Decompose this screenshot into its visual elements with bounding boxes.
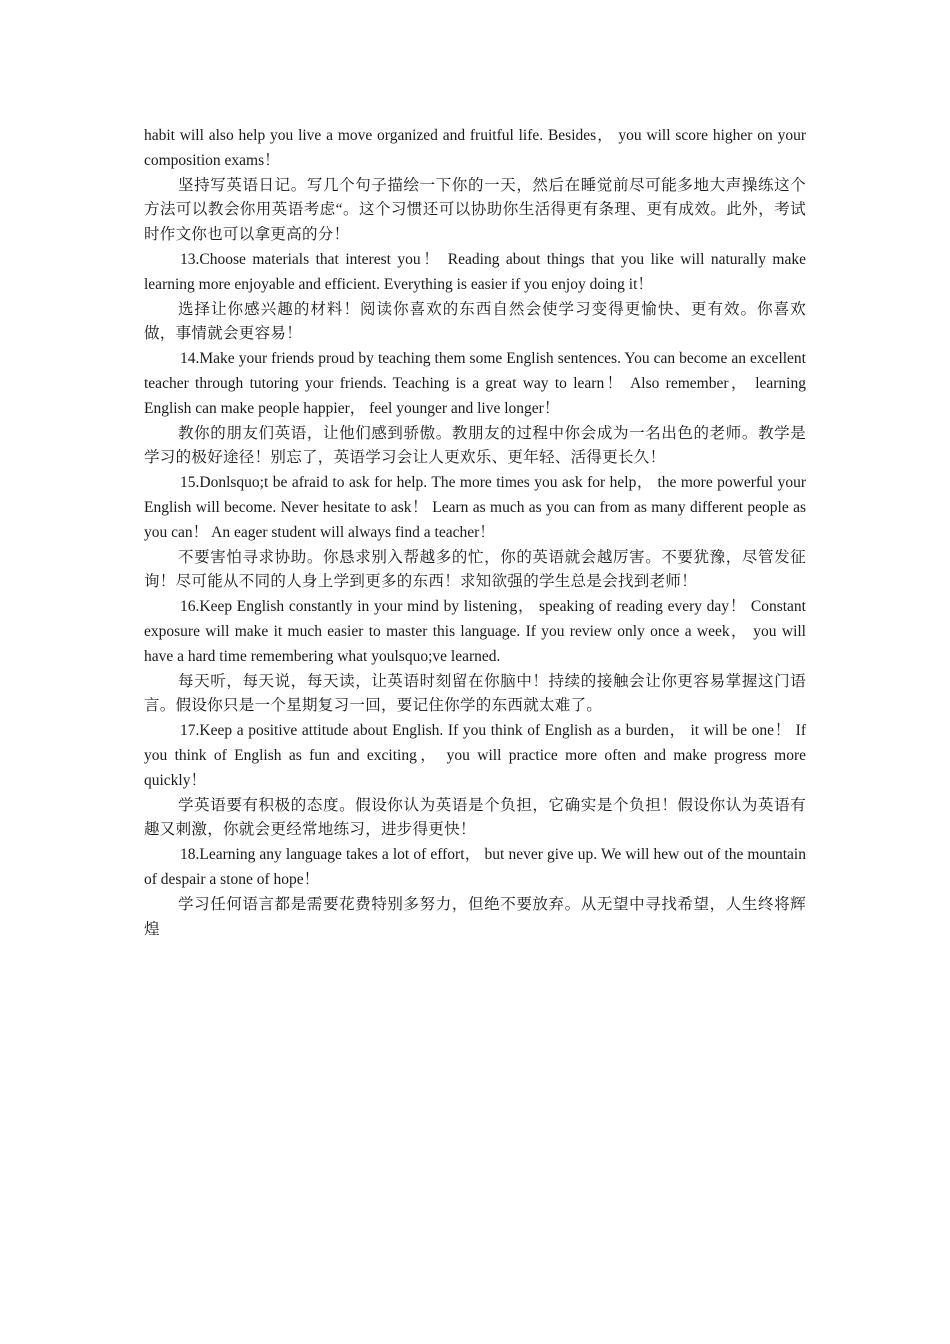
paragraph-tip-15: 15.Donlsquo;t be afraid to ask for help. The more times you ask for help， the more powerful your English will become. Never hesitate to ask！ Learn as much as you can from as many different people as you can！ An eager student will always find a teacher！ bbox=[144, 474, 806, 541]
paragraph-tip-18-chinese: 学习任何语言都是需要花费特别多努力，但绝不要放弃。从无望中寻找希望，人生终将辉煌 bbox=[144, 895, 806, 938]
paragraph-diary-chinese: 坚持写英语日记。写几个句子描绘一下你的一天，然后在睡觉前尽可能多地大声操练这个方法可以教会你用英语考虑“。这个习惯还可以协助你生活得更有条理、更有成效。此外，考试时作文你也可以拿更高的分！ bbox=[144, 176, 806, 244]
paragraph-habit-continuation: habit will also help you live a move organized and fruitful life. Besides， you will score higher on your composition exams！ bbox=[144, 127, 806, 169]
paragraph-tip-13-chinese: 选择让你感兴趣的材料！阅读你喜欢的东西自然会使学习变得更愉快、更有效。你喜欢做，事情就会更容易！ bbox=[144, 300, 806, 343]
paragraph-tip-13: 13.Choose materials that interest you！ Reading about things that you like will naturally make learning more enjoyable and efficient. Everything is easier if you enjoy doing it！ bbox=[144, 250, 806, 293]
paragraph-tip-14: 14.Make your friends proud by teaching them some English sentences. You can become an excellent teacher through tutoring your friends. Teaching is a great way to learn！ Also remember， learning English can make people happier， feel younger and live longer！ bbox=[144, 350, 806, 417]
paragraph-tip-17-chinese: 学英语要有积极的态度。假设你认为英语是个负担，它确实是个负担！假设你认为英语有趣又刺激，你就会更经常地练习，进步得更快！ bbox=[144, 796, 806, 839]
paragraph-tip-16: 16.Keep English constantly in your mind by listening， speaking of reading every day！ Constant exposure will make it much easier to master this language. If you review only once a week， you will have a hard time remembering what youlsquo;ve learned. bbox=[144, 598, 806, 665]
paragraph-tip-17: 17.Keep a positive attitude about English. If you think of English as a burden， it will be one！ If you think of English as fun and exciting， you will practice more often and make progress more quickly！ bbox=[144, 722, 806, 789]
paragraph-tip-14-chinese: 教你的朋友们英语，让他们感到骄傲。教朋友的过程中你会成为一名出色的老师。教学是学习的极好途径！别忘了，英语学习会让人更欢乐、更年轻、活得更长久！ bbox=[144, 424, 806, 467]
paragraph-tip-16-chinese: 每天听，每天说，每天读，让英语时刻留在你脑中！持续的接触会让你更容易掌握这门语言。假设你只是一个星期复习一回，要记住你学的东西就太难了。 bbox=[144, 672, 806, 715]
document-body bbox=[144, 124, 806, 942]
paragraph-tip-15-chinese: 不要害怕寻求协助。你恳求别入帮越多的忙，你的英语就会越厉害。不要犹豫，尽管发征询！尽可能从不同的人身上学到更多的东西！求知欲强的学生总是会找到老师！ bbox=[144, 548, 806, 591]
paragraph-tip-18: 18.Learning any language takes a lot of effort， but never give up. We will hew out of the mountain of despair a stone of hope！ bbox=[144, 846, 806, 888]
